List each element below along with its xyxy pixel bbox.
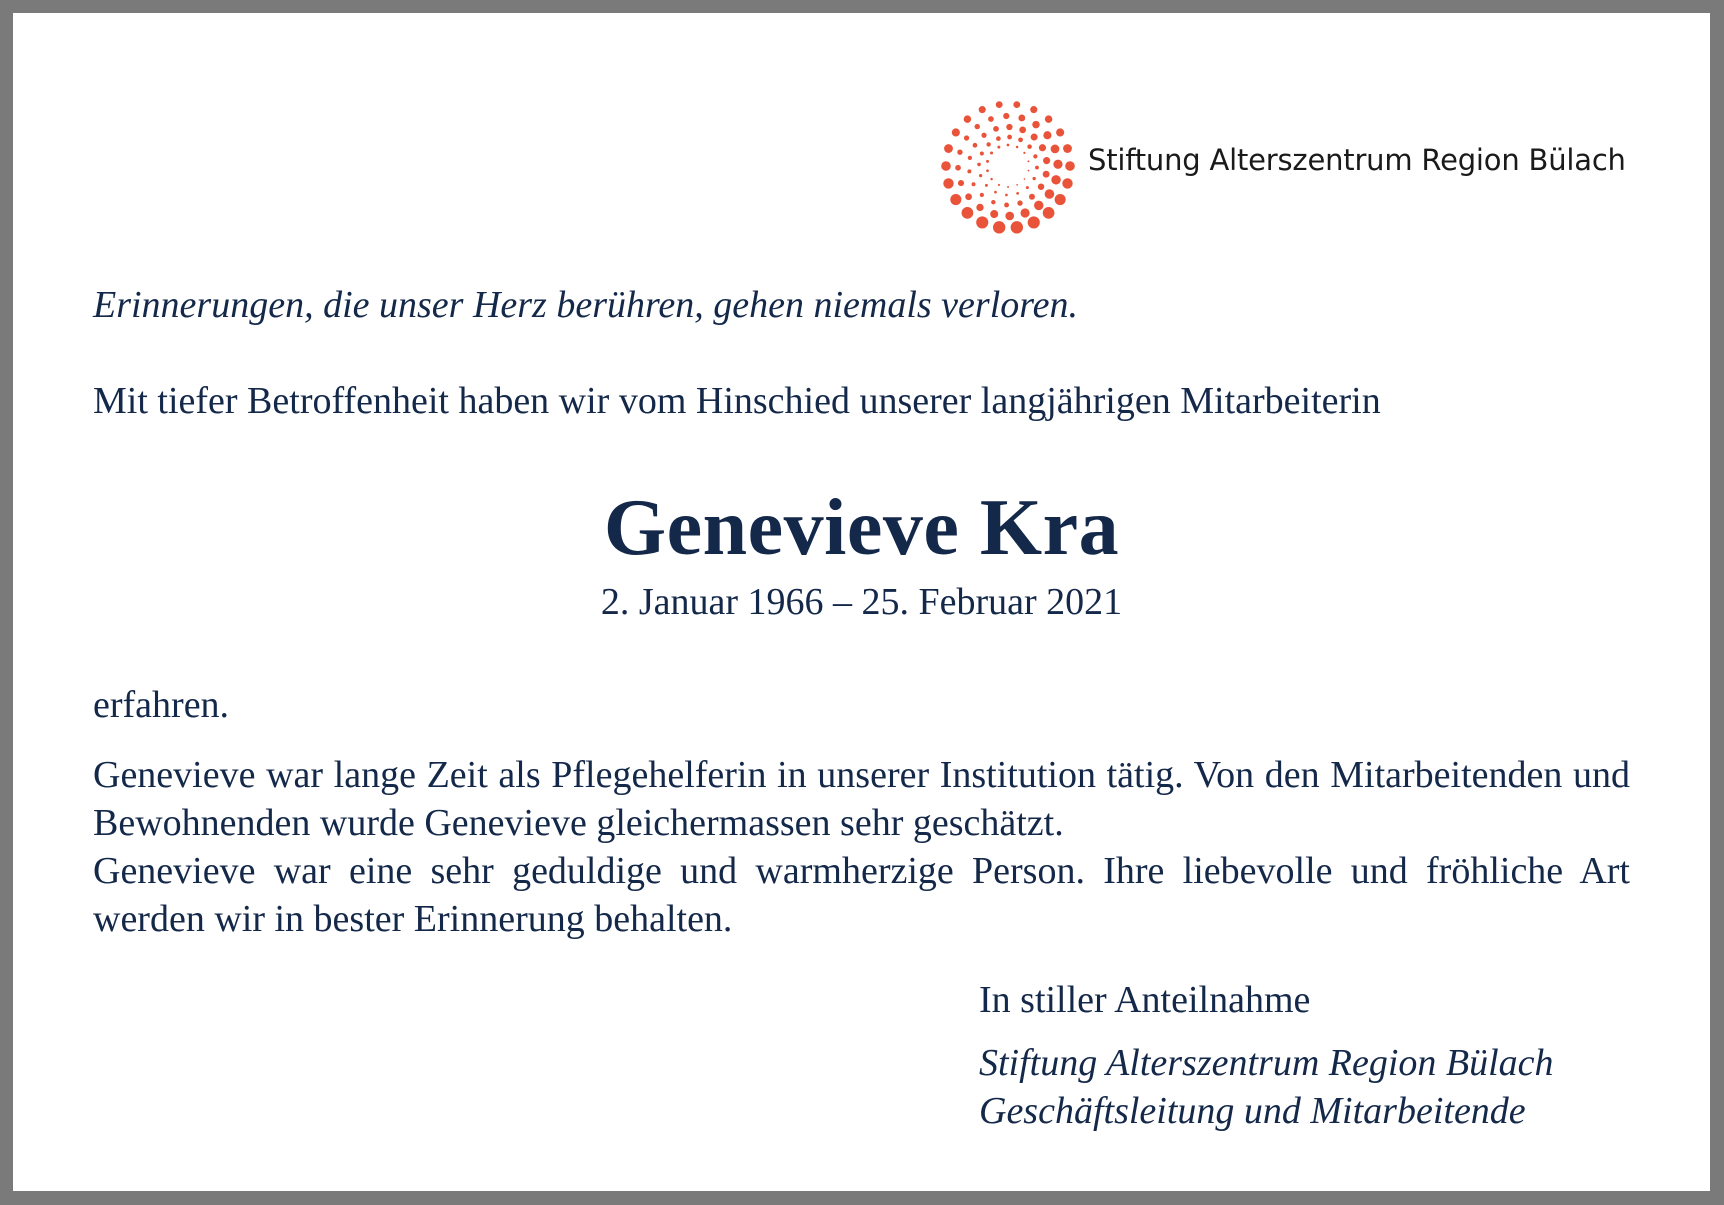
logo-dot <box>941 161 951 171</box>
logo-dot <box>1043 207 1055 219</box>
logo-dot <box>1033 154 1037 158</box>
logo-dot <box>1007 186 1009 188</box>
logo-dot <box>979 174 982 177</box>
logo-dot <box>1035 166 1039 170</box>
logo-dot <box>1018 137 1023 142</box>
logo-dot <box>962 207 974 219</box>
logo-dot <box>975 124 980 129</box>
logo-dot <box>1024 178 1026 180</box>
intro-sentence-end: erfahren. <box>93 684 230 726</box>
logo-dot <box>955 165 961 171</box>
logo-dot <box>980 193 984 197</box>
logo-dot <box>1045 115 1053 123</box>
logo-dot <box>993 221 1005 233</box>
logo-dot <box>1051 175 1061 185</box>
logo-dot <box>972 182 976 186</box>
logo-dot <box>994 191 997 194</box>
logo-dot <box>1039 144 1046 151</box>
logo-dot <box>1038 183 1044 189</box>
obituary-page <box>13 13 1710 1191</box>
logo-dot <box>1028 216 1040 228</box>
logo-dot <box>1005 212 1014 221</box>
logo-dot <box>1056 128 1064 136</box>
logo-dot <box>1007 135 1012 140</box>
logo-dot <box>986 142 990 146</box>
logo-dot <box>1055 194 1066 205</box>
logo-dot <box>1005 194 1008 197</box>
intro-sentence: Mit tiefer Betroffenheit haben wir vom Hinschied unserer langjährigen Mitarbeiterin <box>93 380 1381 422</box>
logo-dot <box>1053 160 1062 169</box>
logo-dot <box>1020 208 1029 217</box>
logo-dot <box>943 178 953 188</box>
logo-dot <box>1043 131 1051 139</box>
logo-dot <box>996 101 1003 108</box>
logo-dot <box>1023 152 1025 154</box>
logo-dot <box>1028 160 1030 162</box>
logo-dot <box>958 180 964 186</box>
logo-dot <box>986 169 989 172</box>
logo-dot <box>952 128 960 136</box>
logo-dot <box>993 126 999 132</box>
logo-dot <box>1031 134 1038 141</box>
closing-phrase: In stiller Anteilnahme <box>979 979 1311 1021</box>
logo-dot <box>964 135 969 140</box>
logo-dot <box>1007 144 1010 147</box>
logo-dot <box>957 149 962 154</box>
logo-dot <box>1030 106 1037 113</box>
logo-dot <box>1013 101 1020 108</box>
logo-dot <box>965 193 972 200</box>
tribute-paragraph-1: Genevieve war lange Zeit als Pflegehelferin in unserer Institution tätig. Von den Mitarbeitenden und Bewohnenden wurde Genevieve gleichermassen sehr geschätzt. <box>93 754 1630 844</box>
logo-dot <box>1062 178 1072 188</box>
logo-dot <box>1043 157 1050 164</box>
logo-dot <box>1065 161 1075 171</box>
logo-dot <box>1016 146 1019 149</box>
logo-dot <box>1017 200 1022 205</box>
organization-name: Stiftung Alterszentrum Region Bülach <box>1088 143 1626 177</box>
motto-quote: Erinnerungen, die unser Herz berühren, gehen niemals verloren. <box>93 284 1078 326</box>
tribute-text <box>93 751 1630 943</box>
logo-dot <box>1032 177 1035 180</box>
logo-dot <box>976 216 988 228</box>
logo-dot <box>1063 144 1072 153</box>
signature-group: Geschäftsleitung und Mitarbeitende <box>979 1090 1526 1132</box>
logo-dot <box>997 146 1000 149</box>
logo-dot <box>979 106 986 113</box>
logo-dot <box>990 178 992 180</box>
logo-dot <box>1011 221 1023 233</box>
logo-dot <box>1003 113 1009 119</box>
life-dates: 2. Januar 1966 – 25. Februar 2021 <box>600 581 1123 623</box>
signature-organization: Stiftung Alterszentrum Region Bülach <box>979 1042 1554 1084</box>
logo-dot <box>1016 192 1019 195</box>
deceased-name: Genevieve Kra <box>603 484 1120 572</box>
logo-dot <box>976 204 983 211</box>
logo-dot <box>980 151 984 155</box>
dot-sunburst-logo-icon <box>933 91 1083 241</box>
logo-dot <box>990 151 993 154</box>
logo-dot <box>950 194 961 205</box>
logo-dot <box>998 184 1000 186</box>
logo-dot <box>977 163 981 167</box>
logo-dot <box>1029 194 1035 200</box>
logo-dot <box>1032 121 1040 129</box>
logo-dot <box>1004 203 1009 208</box>
logo-dot <box>981 133 986 138</box>
logo-dot <box>1018 115 1025 122</box>
logo-dot <box>1019 126 1026 133</box>
logo-dot <box>1043 171 1050 178</box>
logo-dot <box>1045 189 1055 199</box>
logo-dot <box>996 136 1001 141</box>
logo-dot <box>1028 170 1030 172</box>
logo-dot <box>990 210 998 218</box>
logo-dot <box>967 169 971 173</box>
logo-dot <box>1006 124 1012 130</box>
logo-dot <box>1051 145 1060 154</box>
logo-dot <box>1026 186 1029 189</box>
logo-dot <box>986 160 989 163</box>
tribute-paragraph-2: Genevieve war eine sehr geduldige und warmherzige Person. Ihre liebevolle und fröhliche Art werden wir in bester Erinnerung behalten. <box>93 850 1630 940</box>
logo-dot <box>991 200 995 204</box>
logo-dot <box>1016 184 1018 186</box>
logo-dot <box>1034 201 1043 210</box>
logo-dot <box>964 115 972 123</box>
logo-dot <box>1027 144 1032 149</box>
logo-dot <box>985 184 988 187</box>
logo-dot <box>944 144 953 153</box>
logo-dot <box>973 143 978 148</box>
logo-dot <box>968 156 972 160</box>
logo-dot <box>988 116 994 122</box>
